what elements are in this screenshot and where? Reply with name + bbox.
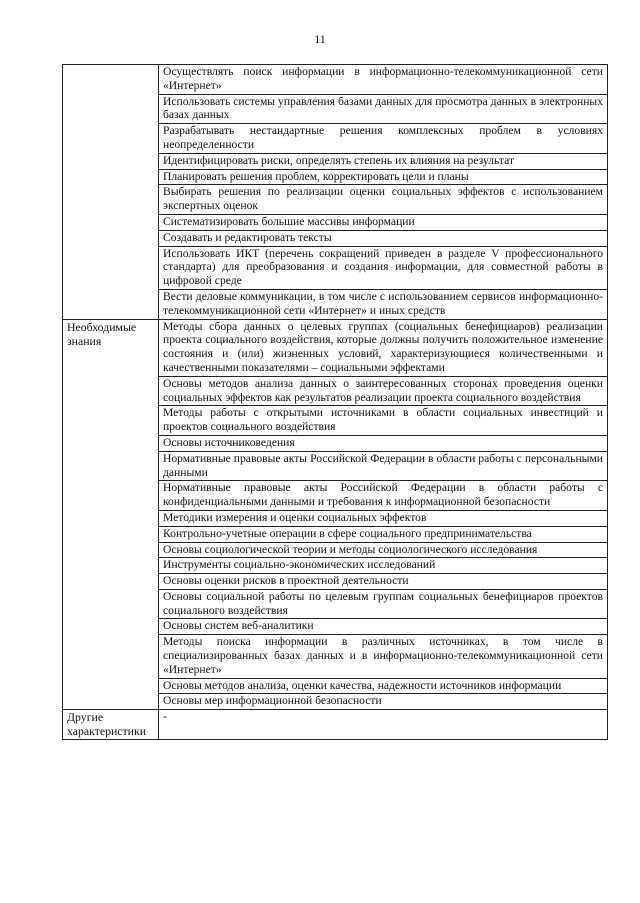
- row-label-knowledge: Необходимые знания: [63, 319, 159, 710]
- list-item: Разрабатывать нестандартные решения комплексных проблем в условиях неопределенности: [159, 124, 608, 154]
- list-item: Использовать ИКТ (перечень сокращений приведен в разделе V профессионального стандарта) для преобразования и создания информации, для совместной работы в цифровой среде: [159, 246, 608, 289]
- list-item: Создавать и редактировать тексты: [159, 230, 608, 246]
- list-item: Использовать системы управления базами данных для просмотра данных в электронных базах данных: [159, 94, 608, 124]
- list-item: Основы источниковедения: [159, 435, 608, 451]
- list-item: Основы социологической теории и методы социологического исследования: [159, 542, 608, 558]
- row-label: [63, 65, 159, 320]
- list-item: Основы методов анализа данных о заинтересованных сторонах проведения оценки социальных эффектов как результатов реализации проекта социального воздействия: [159, 376, 608, 406]
- list-item: Основы систем веб-аналитики: [159, 619, 608, 635]
- list-item: Основы социальной работы по целевым группам социальных бенефициаров проектов социального воздействия: [159, 589, 608, 619]
- page-number: 11: [314, 32, 326, 46]
- list-item: Инструменты социально-экономических исследований: [159, 558, 608, 574]
- list-item: Методики измерения и оценки социальных эффектов: [159, 510, 608, 526]
- list-item: Нормативные правовые акты Российской Федерации в области работы с конфиденциальными данными и требования к информационной безопасности: [159, 481, 608, 511]
- list-item: Выбирать решения по реализации оценки социальных эффектов с использованием экспертных оценок: [159, 185, 608, 215]
- list-item: Основы методов анализа, оценки качества, надежности источников информации: [159, 678, 608, 694]
- list-item: Систематизировать большие массивы информации: [159, 214, 608, 230]
- list-item: Планировать решения проблем, корректировать цели и планы: [159, 169, 608, 185]
- list-item: -: [159, 710, 608, 740]
- table-row: [63, 710, 608, 740]
- table-row: [63, 65, 608, 95]
- list-item: Нормативные правовые акты Российской Федерации в области работы с персональными данными: [159, 451, 608, 481]
- list-item: Методы сбора данных о целевых группах (социальных бенефициаров) реализации проекта социального воздействия, которые должны получить положительное изменение состояния и (или) жизненных условий, характеризующиеся количественными и качественными показателями – социальными эффектами: [159, 319, 608, 376]
- row-label-other: Другие характеристики: [63, 710, 159, 740]
- list-item: Осуществлять поиск информации в информационно-телекоммуникационной сети «Интернет»: [159, 65, 608, 95]
- list-item: Основы оценки рисков в проектной деятельности: [159, 574, 608, 590]
- list-item: Идентифицировать риски, определять степень их влияния на результат: [159, 153, 608, 169]
- list-item: Методы поиска информации в различных источниках, в том числе в специализированных базах данных и в информационно-телекоммуникационной сети «Интернет»: [159, 635, 608, 678]
- table-row: [63, 319, 608, 376]
- list-item: Вести деловые коммуникации, в том числе с использованием сервисов информационно-телекоммуникационной сети «Интернет» и иных средств: [159, 289, 608, 319]
- list-item: Основы мер информационной безопасности: [159, 694, 608, 710]
- requirements-table: [62, 64, 608, 740]
- list-item: Методы работы с открытыми источниками в области социальных инвестиций и проектов социального воздействия: [159, 406, 608, 436]
- list-item: Контрольно-учетные операции в сфере социального предпринимательства: [159, 526, 608, 542]
